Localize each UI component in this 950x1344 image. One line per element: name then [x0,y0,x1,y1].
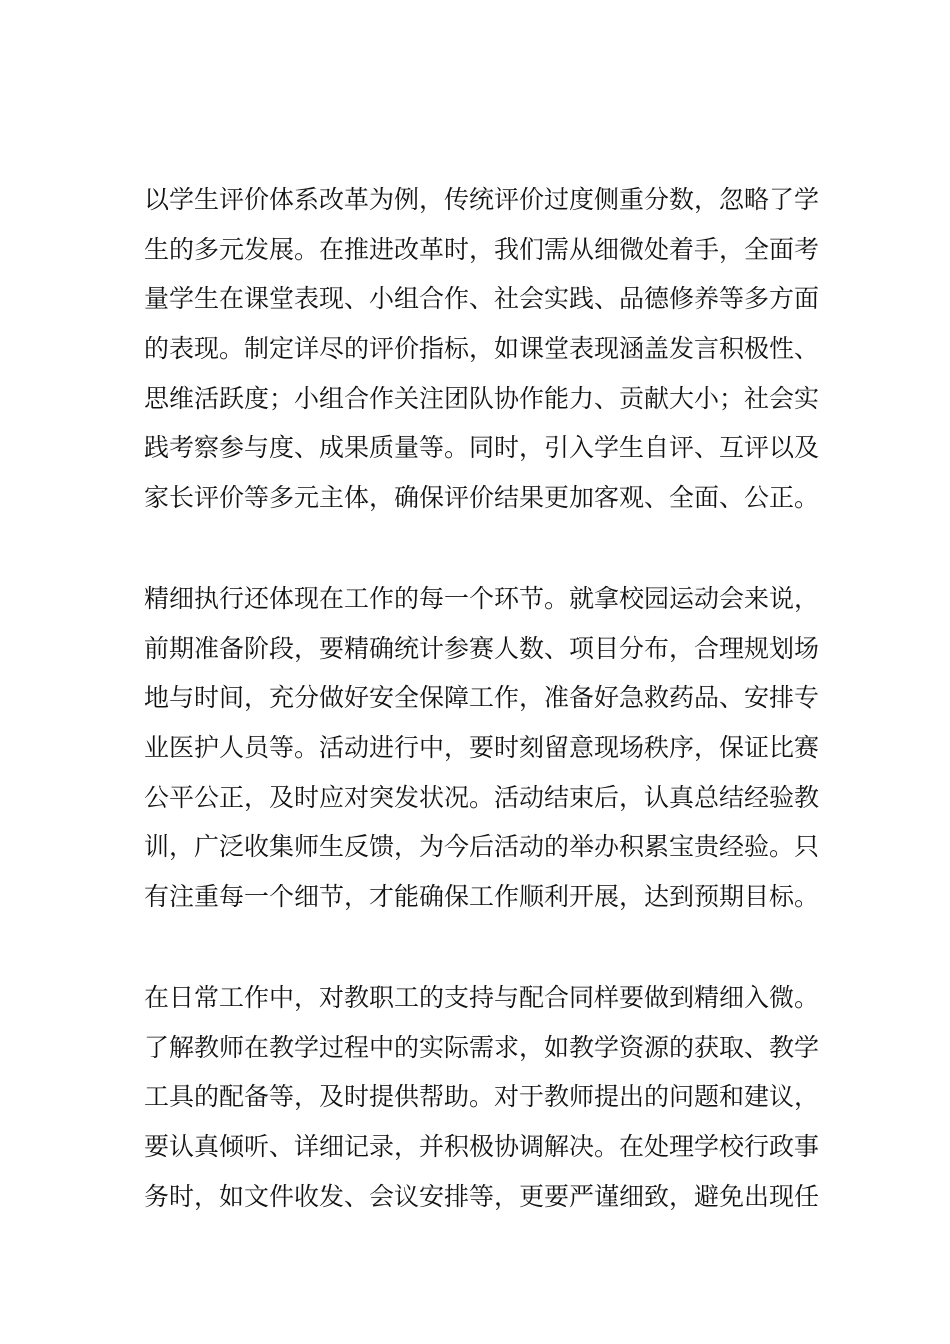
text-line: 以学生评价体系改革为例，传统评价过度侧重分数，忽略了学 [144,185,820,214]
text-line: 思维活跃度；小组合作关注团队协作能力、贡献大小；社会实 [144,383,820,413]
text-line: 业医护人员等。活动进行中，要时刻留意现场秩序，保证比赛 [144,733,820,763]
text-line: 有注重每一个细节，才能确保工作顺利开展，达到预期目标。 [144,882,820,912]
text-line: 践考察参与度、成果质量等。同时，引入学生自评、互评以及 [144,433,820,463]
paragraph-fine-execution [144,574,820,922]
text-line: 的表现。制定详尽的评价指标，如课堂表现涵盖发言积极性、 [144,334,820,364]
text-line: 地与时间，充分做好安全保障工作，准备好急救药品、安排专 [144,683,820,713]
text-line: 工具的配备等，及时提供帮助。对于教师提出的问题和建议， [144,1082,820,1112]
text-line: 务时，如文件收发、会议安排等，更要严谨细致，避免出现任 [144,1181,820,1211]
text-line: 生的多元发展。在推进改革时，我们需从细微处着手，全面考 [144,234,820,264]
text-line: 公平公正，及时应对突发状况。活动结束后，认真总结经验教 [144,782,820,812]
text-line: 在日常工作中，对教职工的支持与配合同样要做到精细入微。 [144,983,820,1012]
text-line: 了解教师在教学过程中的实际需求，如教学资源的获取、教学 [144,1032,820,1062]
text-line: 要认真倾听、详细记录，并积极协调解决。在处理学校行政事 [144,1132,820,1162]
text-line: 精细执行还体现在工作的每一个环节。就拿校园运动会来说， [144,584,820,613]
text-line: 训，广泛收集师生反馈，为今后活动的举办积累宝贵经验。只 [144,832,820,862]
text-line: 量学生在课堂表现、小组合作、社会实践、品德修养等多方面 [144,284,820,314]
paragraph-staff-support [144,973,820,1221]
paragraph-student-evaluation [144,175,820,523]
text-line: 前期准备阶段，要精确统计参赛人数、项目分布，合理规划场 [144,633,820,663]
text-line: 家长评价等多元主体，确保评价结果更加客观、全面、公正。 [144,483,820,513]
